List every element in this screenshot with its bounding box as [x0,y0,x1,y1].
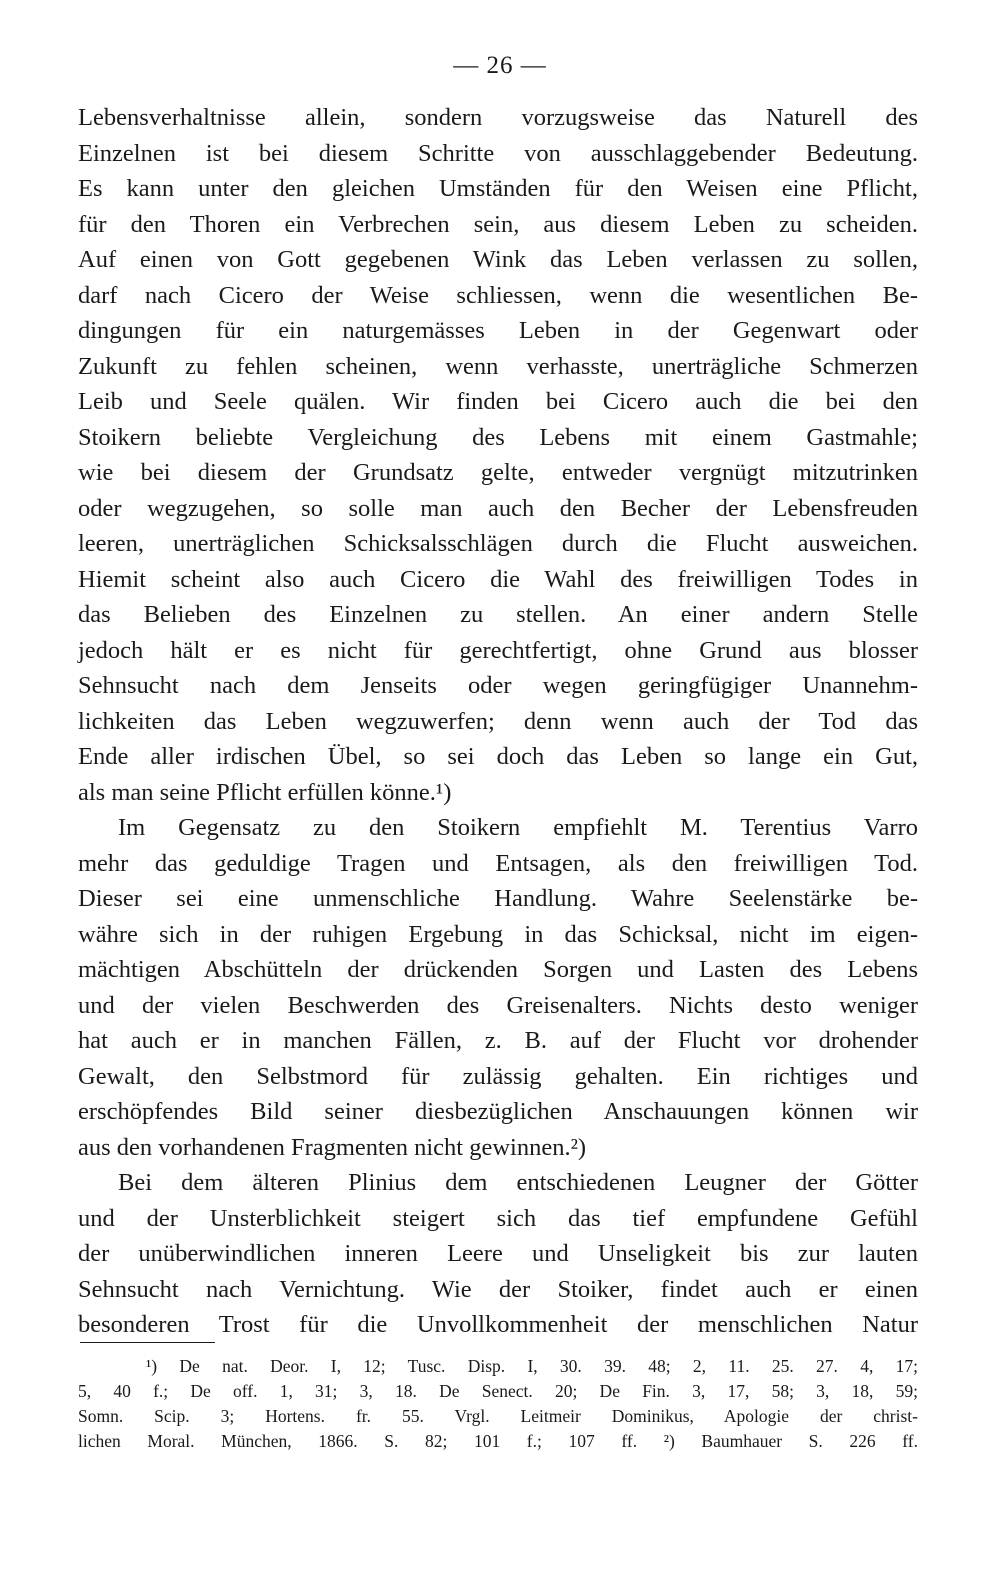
text-line: Hiemit scheint also auch Cicero die Wahl des freiwilligen Todes in [78,565,918,593]
text-line: und der vielen Beschwerden des Greisenalters. Nichts desto weniger [78,991,918,1019]
footnote-line: 5, 40 f.; De off. 1, 31; 3, 18. De Senect. 20; De Fin. 3, 17, 58; 3, 18, 59; [78,1381,918,1401]
text-line: als man seine Pflicht erfüllen könne.¹) [78,778,452,806]
text-line: Lebensverhaltnisse allein, sondern vorzugsweise das Naturell des [78,104,918,131]
text-line: besonderen Trost für die Unvollkommenheit der menschlichen Natur [78,1311,918,1338]
text-line: mehr das geduldige Tragen und Entsagen, als den freiwilligen Tod. [78,849,918,877]
text-line: hat auch er in manchen Fällen, z. B. auf der Flucht vor drohender [78,1027,918,1054]
footnote-divider [80,1342,215,1343]
text-line: Leib und Seele quälen. Wir finden bei Cicero auch die bei den [78,388,918,415]
text-line: für den Thoren ein Verbrechen sein, aus diesem Leben zu scheiden. [78,210,918,238]
footnote-line: ¹) De nat. Deor. I, 12; Tusc. Disp. I, 30. 39. 48; 2, 11. 25. 27. 4, 17; [146,1356,918,1376]
text-line: der unüberwindlichen inneren Leere und Unseligkeit bis zur lauten [78,1240,918,1267]
text-line: Bei dem älteren Plinius dem entschiedenen Leugner der Götter [118,1169,918,1196]
text-line: Auf einen von Gott gegebenen Wink das Leben verlassen zu sollen, [78,246,918,273]
text-line: und der Unsterblichkeit steigert sich das tief empfundene Gefühl [78,1204,918,1232]
text-line: darf nach Cicero der Weise schliessen, wenn die wesentlichen Be- [78,281,918,309]
text-line: Es kann unter den gleichen Umständen für den Weisen eine Pflicht, [78,175,918,202]
text-line: Sehnsucht nach Vernichtung. Wie der Stoiker, findet auch er einen [78,1275,918,1303]
text-line: aus den vorhandenen Fragmenten nicht gewinnen.²) [78,1133,587,1161]
text-line: Einzelnen ist bei diesem Schritte von ausschlaggebender Bedeutung. [78,139,918,167]
text-line: lichkeiten das Leben wegzuwerfen; denn wenn auch der Tod das [78,707,918,735]
page-number: — 26 — [453,52,547,79]
text-line: jedoch hält er es nicht für gerechtfertigt, ohne Grund aus blosser [78,636,918,664]
text-line: Im Gegensatz zu den Stoikern empfiehlt M. Terentius Varro [118,814,918,841]
text-line: wie bei diesem der Grundsatz gelte, entweder vergnügt mitzutrinken [78,459,918,486]
footnote-line: Somn. Scip. 3; Hortens. fr. 55. Vrgl. Leitmeir Dominikus, Apologie der christ- [78,1406,918,1426]
text-line: währe sich in der ruhigen Ergebung in das Schicksal, nicht im eigen- [78,920,918,948]
text-line: mächtigen Abschütteln der drückenden Sorgen und Lasten des Lebens [78,956,918,983]
text-line: das Belieben des Einzelnen zu stellen. An einer andern Stelle [78,601,918,628]
text-line: Gewalt, den Selbstmord für zulässig gehalten. Ein richtiges und [78,1062,918,1090]
text-line: Dieser sei eine unmenschliche Handlung. Wahre Seelenstärke be- [78,885,918,912]
body-text [78,100,918,1343]
text-line: Zukunft zu fehlen scheinen, wenn verhasste, unerträgliche Schmerzen [78,352,918,380]
text-line: oder wegzugehen, so solle man auch den Becher der Lebensfreuden [78,494,918,522]
text-line: Sehnsucht nach dem Jenseits oder wegen geringfügiger Unannehm- [78,672,918,699]
footnotes [78,1354,918,1454]
text-line: Stoikern beliebte Vergleichung des Lebens mit einem Gastmahle; [78,423,918,451]
footnote-line: lichen Moral. München, 1866. S. 82; 101 f.; 107 ff. ²) Baumhauer S. 226 ff. [78,1431,918,1451]
text-line: erschöpfendes Bild seiner diesbezüglichen Anschauungen können wir [78,1098,918,1125]
text-line: Ende aller irdischen Übel, so sei doch das Leben so lange ein Gut, [78,743,918,770]
text-line: dingungen für ein naturgemässes Leben in der Gegenwart oder [78,317,918,344]
text-line: leeren, unerträglichen Schicksalsschlägen durch die Flucht ausweichen. [78,530,918,557]
